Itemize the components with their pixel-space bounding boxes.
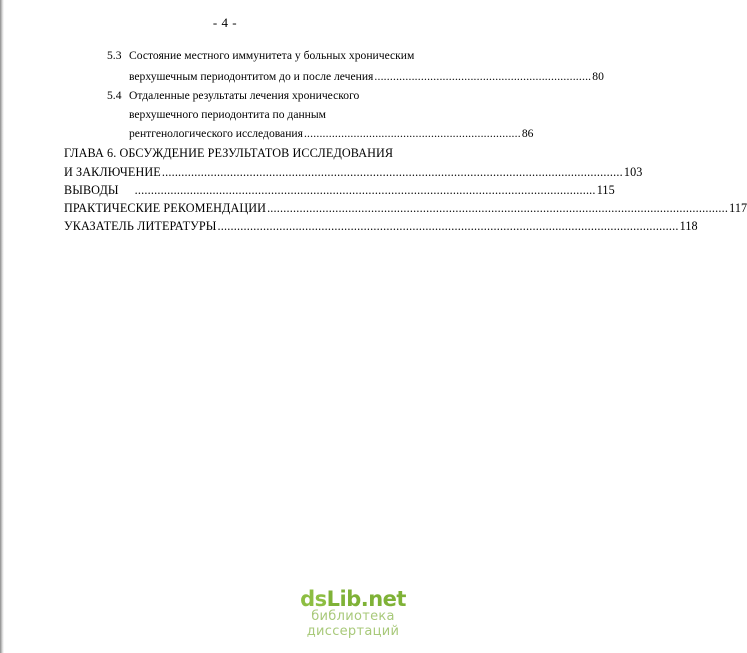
toc-page-recommendations: 117 (729, 201, 747, 215)
toc-entry-5-4-text-2: верхушечного периодонтита по данным (129, 108, 326, 121)
toc-conclusions[interactable] (64, 183, 615, 197)
page-number: - 4 - (212, 15, 238, 30)
toc-entry-5-4-text-3: рентгенологического исследования (129, 127, 303, 140)
toc-page-5-3: 80 (592, 70, 604, 83)
toc-leader-dots: .............................................................................................................................................. (161, 165, 623, 179)
page-edge-shadow (0, 0, 4, 653)
toc-entry-5-3-line-2[interactable] (129, 70, 604, 84)
toc-entry-5-3-text-2: верхушечным периодонтитом до и после лечения (129, 70, 374, 83)
toc-page-ch6: 103 (623, 165, 643, 179)
toc-entry-5-4-line-3[interactable] (129, 127, 534, 141)
toc-chapter-6-title-1: ГЛАВА 6. ОБСУЖДЕНИЕ РЕЗУЛЬТАТОВ ИССЛЕДОВАНИЯ (64, 146, 394, 160)
toc-leader-dots: ...................................................................... (374, 70, 592, 83)
toc-recommendations[interactable] (64, 201, 747, 215)
toc-leader-dots: .............................................................................................................................................. (217, 219, 679, 233)
toc-leader-dots: .............................................................................................................................................. (134, 183, 596, 197)
toc-page-references: 118 (679, 219, 698, 233)
dslib-watermark (268, 587, 438, 639)
toc-entry-5-3-text-1: Состояние местного иммунитета у больных хроническим (129, 49, 415, 62)
toc-section-number-5-4: 5.4 (107, 89, 122, 102)
toc-section-number-5-3: 5.3 (107, 49, 122, 62)
toc-references-title: УКАЗАТЕЛЬ ЛИТЕРАТУРЫ (64, 219, 217, 233)
toc-leader-dots: .............................................................................................................................................. (267, 201, 729, 215)
toc-conclusions-title: ВЫВОДЫ (64, 183, 119, 197)
toc-leader-dots: ...................................................................... (303, 127, 521, 140)
toc-entry-5-4-line-1[interactable] (129, 89, 429, 103)
dslib-logo: dsLib.net (300, 587, 406, 611)
toc-references[interactable] (64, 219, 698, 233)
dslib-subtitle: библиотека диссертаций (306, 609, 400, 639)
toc-entry-5-4-line-2[interactable] (129, 108, 429, 122)
toc-entry-5-4-text-1: Отдаленные результаты лечения хронического (129, 89, 360, 102)
toc-chapter-6-line-2[interactable] (64, 165, 643, 179)
toc-page-5-4: 86 (521, 127, 534, 140)
toc-recommendations-title: ПРАКТИЧЕСКИЕ РЕКОМЕНДАЦИИ (64, 201, 267, 215)
toc-entry-5-3-line-1[interactable] (129, 49, 429, 63)
toc-chapter-6-title-2: И ЗАКЛЮЧЕНИЕ (64, 165, 161, 179)
toc-page-conclusions: 115 (596, 183, 615, 197)
toc-chapter-6-line-1[interactable] (64, 146, 394, 160)
